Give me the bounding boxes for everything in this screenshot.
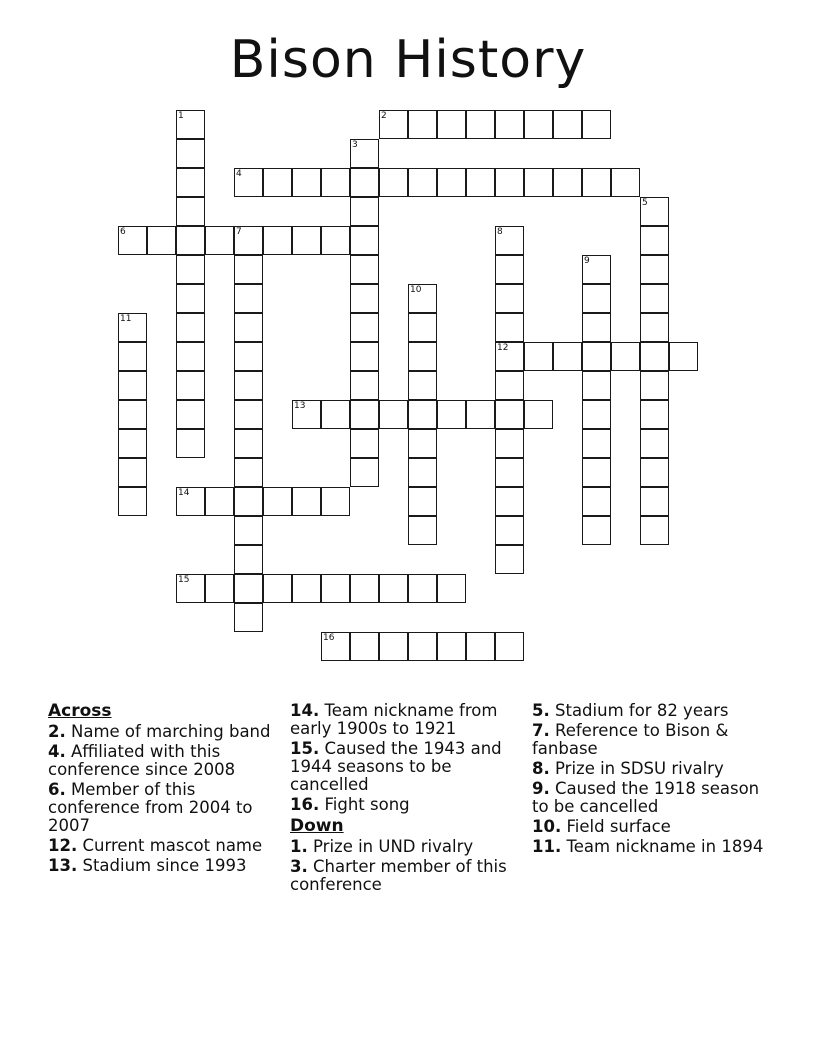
grid-cell[interactable] [176,168,205,197]
grid-cell[interactable] [379,632,408,661]
clue-number: 7 [236,227,242,237]
grid-cell[interactable] [176,342,205,371]
grid-cell[interactable] [234,429,263,458]
clue-across-2: 2. Name of marching band [48,722,271,741]
grid-cell[interactable] [379,400,408,429]
grid-cell[interactable] [669,342,698,371]
grid-cell[interactable] [582,342,611,371]
grid-cell[interactable] [611,168,640,197]
clue-down-10: 10. Field surface [532,817,671,836]
grid-cell[interactable] [350,255,379,284]
grid-cell[interactable] [234,284,263,313]
clue-number: 8 [497,227,503,237]
clue-number: 1 [178,111,184,121]
grid-cell[interactable] [582,313,611,342]
grid-cell[interactable] [640,516,669,545]
grid-cell[interactable] [350,632,379,661]
grid-cell[interactable] [437,574,466,603]
grid-cell[interactable] [495,168,524,197]
grid-cell[interactable] [582,110,611,139]
grid-cell[interactable] [553,110,582,139]
grid-cell[interactable] [553,168,582,197]
puzzle-title: Bison History [229,30,587,90]
grid-cell[interactable] [495,458,524,487]
grid-cell[interactable] [263,574,292,603]
grid-cell[interactable] [640,313,669,342]
clue-across-15: 15. Caused the 1943 and 1944 seasons to be cancelled [290,739,502,794]
grid-cell[interactable] [292,487,321,516]
grid-cell[interactable] [234,545,263,574]
grid-cell[interactable] [350,400,379,429]
grid-cell[interactable] [234,313,263,342]
grid-cell[interactable] [263,226,292,255]
grid-cell[interactable] [408,371,437,400]
grid-cell[interactable] [495,255,524,284]
grid-cell[interactable] [582,516,611,545]
clue-across-12: 12. Current mascot name [48,836,263,855]
grid-cell[interactable] [176,139,205,168]
grid-cell[interactable] [176,284,205,313]
grid-cell[interactable] [466,168,495,197]
grid-cell[interactable] [350,429,379,458]
grid-cell[interactable] [234,603,263,632]
grid-cell[interactable] [234,574,263,603]
grid-cell[interactable] [524,168,553,197]
grid-cell[interactable] [321,487,350,516]
grid-cell[interactable] [118,342,147,371]
grid-cell[interactable] [321,226,350,255]
grid-cell[interactable] [118,458,147,487]
grid-cell[interactable] [350,371,379,400]
grid-cell[interactable] [350,313,379,342]
grid-cell[interactable] [234,342,263,371]
grid-cell[interactable] [234,255,263,284]
grid-cell[interactable] [176,400,205,429]
clue-number: 16 [323,633,335,643]
grid-cell[interactable] [379,168,408,197]
grid-cell[interactable] [640,284,669,313]
clue-down-9: 9. Caused the 1918 season to be cancelled [532,779,760,816]
grid-cell[interactable] [176,371,205,400]
grid-cell[interactable] [408,168,437,197]
clue-across-16: 16. Fight song [290,795,410,814]
grid-cell[interactable] [495,284,524,313]
grid-cell[interactable] [495,313,524,342]
clue-number: 14 [178,488,190,498]
grid-cell[interactable] [408,313,437,342]
clue-across-4: 4. Affiliated with this conference since 2008 [48,742,236,779]
grid-cell[interactable] [118,371,147,400]
grid-cell[interactable] [408,632,437,661]
grid-cell[interactable] [408,110,437,139]
grid-cell[interactable] [408,574,437,603]
grid-cell[interactable] [350,458,379,487]
clue-number: 10 [410,285,422,295]
grid-cell[interactable] [582,429,611,458]
grid-cell[interactable] [176,429,205,458]
grid-cell[interactable] [524,110,553,139]
grid-cell[interactable] [205,574,234,603]
clue-down-5: 5. Stadium for 82 years [532,701,729,720]
grid-cell[interactable] [321,400,350,429]
grid-cell[interactable] [205,226,234,255]
grid-cell[interactable] [292,226,321,255]
clue-down-7: 7. Reference to Bison & fanbase [532,721,729,758]
grid-cell[interactable] [495,371,524,400]
grid-cell[interactable] [582,458,611,487]
clue-across-6: 6. Member of this conference from 2004 to 2007 [48,780,253,835]
grid-cell[interactable] [118,429,147,458]
clue-number: 6 [120,227,126,237]
grid-cell[interactable] [495,545,524,574]
grid-cell[interactable] [640,342,669,371]
grid-cell[interactable] [118,400,147,429]
clue-number: 9 [584,256,590,266]
grid-cell[interactable] [611,342,640,371]
grid-cell[interactable] [408,342,437,371]
clues-column-1 [48,702,284,877]
grid-cell[interactable] [582,371,611,400]
clue-number: 12 [497,343,509,353]
grid-cell[interactable] [379,574,408,603]
clue-across-13: 13. Stadium since 1993 [48,856,247,875]
grid-cell[interactable] [437,168,466,197]
grid-cell[interactable] [176,313,205,342]
grid-cell[interactable] [524,400,553,429]
grid-cell[interactable] [118,487,147,516]
grid-cell[interactable] [292,574,321,603]
clue-number: 2 [381,111,387,121]
grid-cell[interactable] [234,371,263,400]
grid-cell[interactable] [408,516,437,545]
grid-cell[interactable] [495,516,524,545]
grid-cell[interactable] [466,632,495,661]
grid-cell[interactable] [640,255,669,284]
grid-cell[interactable] [524,342,553,371]
clue-number: 13 [294,401,306,411]
grid-cell[interactable] [147,226,176,255]
grid-cell[interactable] [495,110,524,139]
clue-down-8: 8. Prize in SDSU rivalry [532,759,724,778]
across-heading: Across [48,701,112,721]
grid-cell[interactable] [292,168,321,197]
grid-cell[interactable] [350,284,379,313]
clue-number: 15 [178,575,190,585]
grid-cell[interactable] [466,110,495,139]
clue-number: 5 [642,198,648,208]
grid-cell[interactable] [176,226,205,255]
grid-cell[interactable] [582,400,611,429]
grid-cell[interactable] [437,632,466,661]
grid-cell[interactable] [176,197,205,226]
grid-cell[interactable] [263,168,292,197]
clue-across-14: 14. Team nickname from early 1900s to 1921 [290,701,498,738]
grid-cell[interactable] [234,458,263,487]
grid-cell[interactable] [640,458,669,487]
grid-cell[interactable] [408,429,437,458]
clues-column-2 [290,702,526,896]
clues-column-3 [532,702,768,858]
grid-cell[interactable] [234,516,263,545]
grid-cell[interactable] [350,342,379,371]
grid-cell[interactable] [350,226,379,255]
grid-cell[interactable] [553,342,582,371]
grid-cell[interactable] [408,458,437,487]
grid-cell[interactable] [640,371,669,400]
grid-cell[interactable] [582,168,611,197]
grid-cell[interactable] [234,400,263,429]
grid-cell[interactable] [582,487,611,516]
grid-cell[interactable] [495,429,524,458]
grid-cell[interactable] [495,632,524,661]
grid-cell[interactable] [495,487,524,516]
grid-cell[interactable] [321,574,350,603]
grid-cell[interactable] [408,487,437,516]
grid-cell[interactable] [495,400,524,429]
grid-cell[interactable] [640,429,669,458]
clue-down-1: 1. Prize in UND rivalry [290,837,474,856]
clue-number: 4 [236,169,242,179]
grid-cell[interactable] [582,284,611,313]
grid-cell[interactable] [466,400,495,429]
clue-down-3: 3. Charter member of this conference [290,857,507,894]
grid-cell[interactable] [176,255,205,284]
grid-cell[interactable] [640,487,669,516]
down-heading: Down [290,816,344,836]
grid-cell[interactable] [640,400,669,429]
grid-cell[interactable] [640,226,669,255]
clue-number: 3 [352,140,358,150]
grid-cell[interactable] [350,197,379,226]
grid-cell[interactable] [321,168,350,197]
grid-cell[interactable] [205,487,234,516]
grid-cell[interactable] [408,400,437,429]
clue-number: 11 [120,314,132,324]
grid-cell[interactable] [437,400,466,429]
grid-cell[interactable] [350,574,379,603]
grid-cell[interactable] [263,487,292,516]
grid-cell[interactable] [437,110,466,139]
grid-cell[interactable] [350,168,379,197]
clue-down-11: 11. Team nickname in 1894 [532,837,764,856]
grid-cell[interactable] [234,487,263,516]
